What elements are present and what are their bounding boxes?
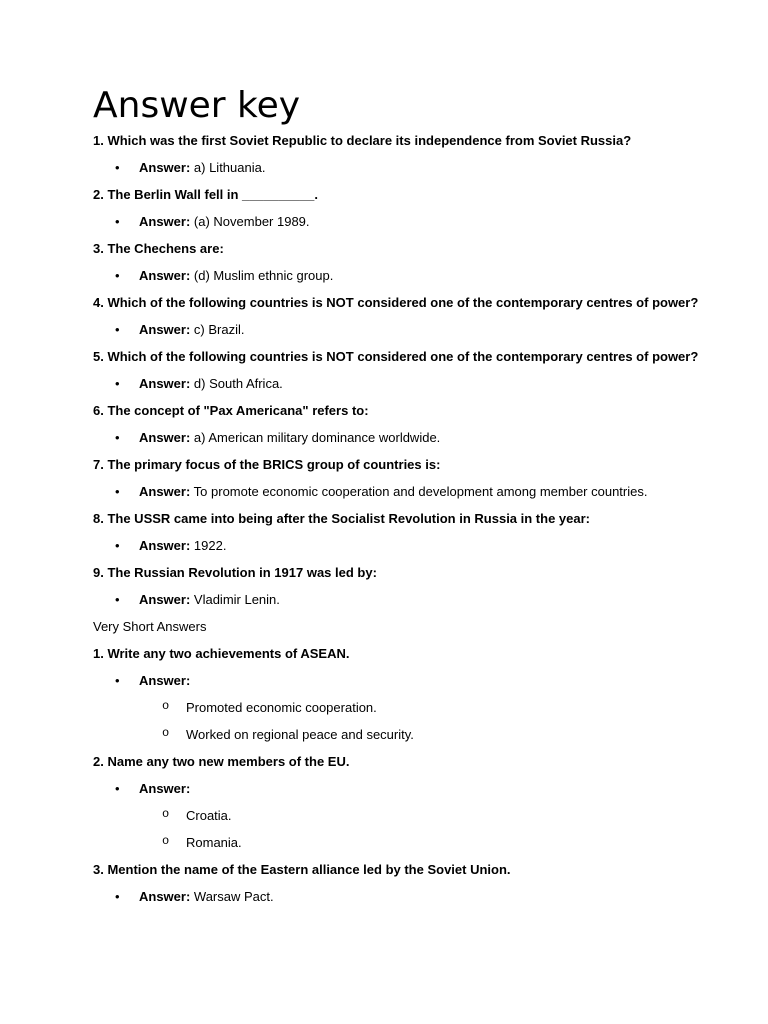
short-answer-list-2 — [93, 780, 708, 851]
answer-5 — [93, 375, 708, 392]
answer-label: Answer: — [139, 430, 191, 445]
short-question-3: 3. Mention the name of the Eastern alliance led by the Soviet Union. — [93, 862, 511, 877]
short-answer-3 — [93, 888, 708, 905]
sub-point-list — [139, 699, 708, 743]
answer-8 — [93, 537, 708, 554]
answer-label: Answer: — [139, 673, 191, 688]
sub-point: o Worked on regional peace and security. — [139, 726, 708, 743]
answer-label: Answer: — [139, 781, 191, 796]
answer-label: Answer: — [139, 484, 191, 499]
short-question-1: 1. Write any two achievements of ASEAN. — [93, 646, 350, 661]
answer-label: Answer: — [139, 376, 191, 391]
answer-4 — [93, 321, 708, 338]
answer-list-7 — [93, 483, 708, 500]
question-1: 1. Which was the first Soviet Republic to declare its independence from Soviet Russia? — [93, 133, 632, 148]
answer-3 — [93, 267, 708, 284]
answer-list-1 — [93, 159, 708, 176]
answer-list-9 — [93, 591, 708, 608]
question-7: 7. The primary focus of the BRICS group of countries is: — [93, 457, 441, 472]
answer-text: (d) Muslim ethnic group. — [190, 268, 334, 283]
short-answer-list-1 — [93, 672, 708, 743]
question-4: 4. Which of the following countries is NOT considered one of the contemporary centres of power? — [93, 295, 699, 310]
answer-list-2 — [93, 213, 708, 230]
answer-1 — [93, 159, 708, 176]
question-5: 5. Which of the following countries is NOT considered one of the contemporary centres of power? — [93, 349, 699, 364]
answer-text: To promote economic cooperation and development among member countries. — [190, 484, 648, 499]
answer-label: Answer: — [139, 268, 191, 283]
answer-label: Answer: — [139, 322, 191, 337]
short-question-2: 2. Name any two new members of the EU. — [93, 754, 350, 769]
answer-list-6 — [93, 429, 708, 446]
answer-text: a) American military dominance worldwide. — [190, 430, 441, 445]
answer-label: Answer: — [139, 538, 191, 553]
answer-text: d) South Africa. — [190, 376, 283, 391]
question-6: 6. The concept of "Pax Americana" refers to: — [93, 403, 369, 418]
answer-list-8 — [93, 537, 708, 554]
answer-text: (a) November 1989. — [190, 214, 310, 229]
question-2: 2. The Berlin Wall fell in __________. — [93, 187, 318, 202]
answer-6 — [93, 429, 708, 446]
sub-point: o Croatia. — [139, 807, 708, 824]
answer-label: Answer: — [139, 592, 191, 607]
answer-list-5 — [93, 375, 708, 392]
answer-text: Vladimir Lenin. — [190, 592, 280, 607]
answer-2 — [93, 213, 708, 230]
answer-label: Answer: — [139, 214, 191, 229]
section-heading-very-short: Very Short Answers — [93, 619, 207, 634]
short-answer-2 — [93, 780, 708, 851]
answer-label: Answer: — [139, 160, 191, 175]
short-answer-list-3 — [93, 888, 708, 905]
document-title: Answer key — [93, 85, 301, 126]
answer-text: c) Brazil. — [190, 322, 245, 337]
answer-text: a) Lithuania. — [190, 160, 266, 175]
sub-point: o Promoted economic cooperation. — [139, 699, 708, 716]
sub-point-list — [139, 807, 708, 851]
answer-list-3 — [93, 267, 708, 284]
answer-list-4 — [93, 321, 708, 338]
sub-point: o Romania. — [139, 834, 708, 851]
answer-9 — [93, 591, 708, 608]
answer-text: 1922. — [190, 538, 227, 553]
question-8: 8. The USSR came into being after the Socialist Revolution in Russia in the year: — [93, 511, 590, 526]
answer-text: Warsaw Pact. — [190, 889, 274, 904]
short-answer-1 — [93, 672, 708, 743]
question-3: 3. The Chechens are: — [93, 241, 224, 256]
answer-7 — [93, 483, 708, 500]
question-9: 9. The Russian Revolution in 1917 was led by: — [93, 565, 377, 580]
answer-label: Answer: — [139, 889, 191, 904]
